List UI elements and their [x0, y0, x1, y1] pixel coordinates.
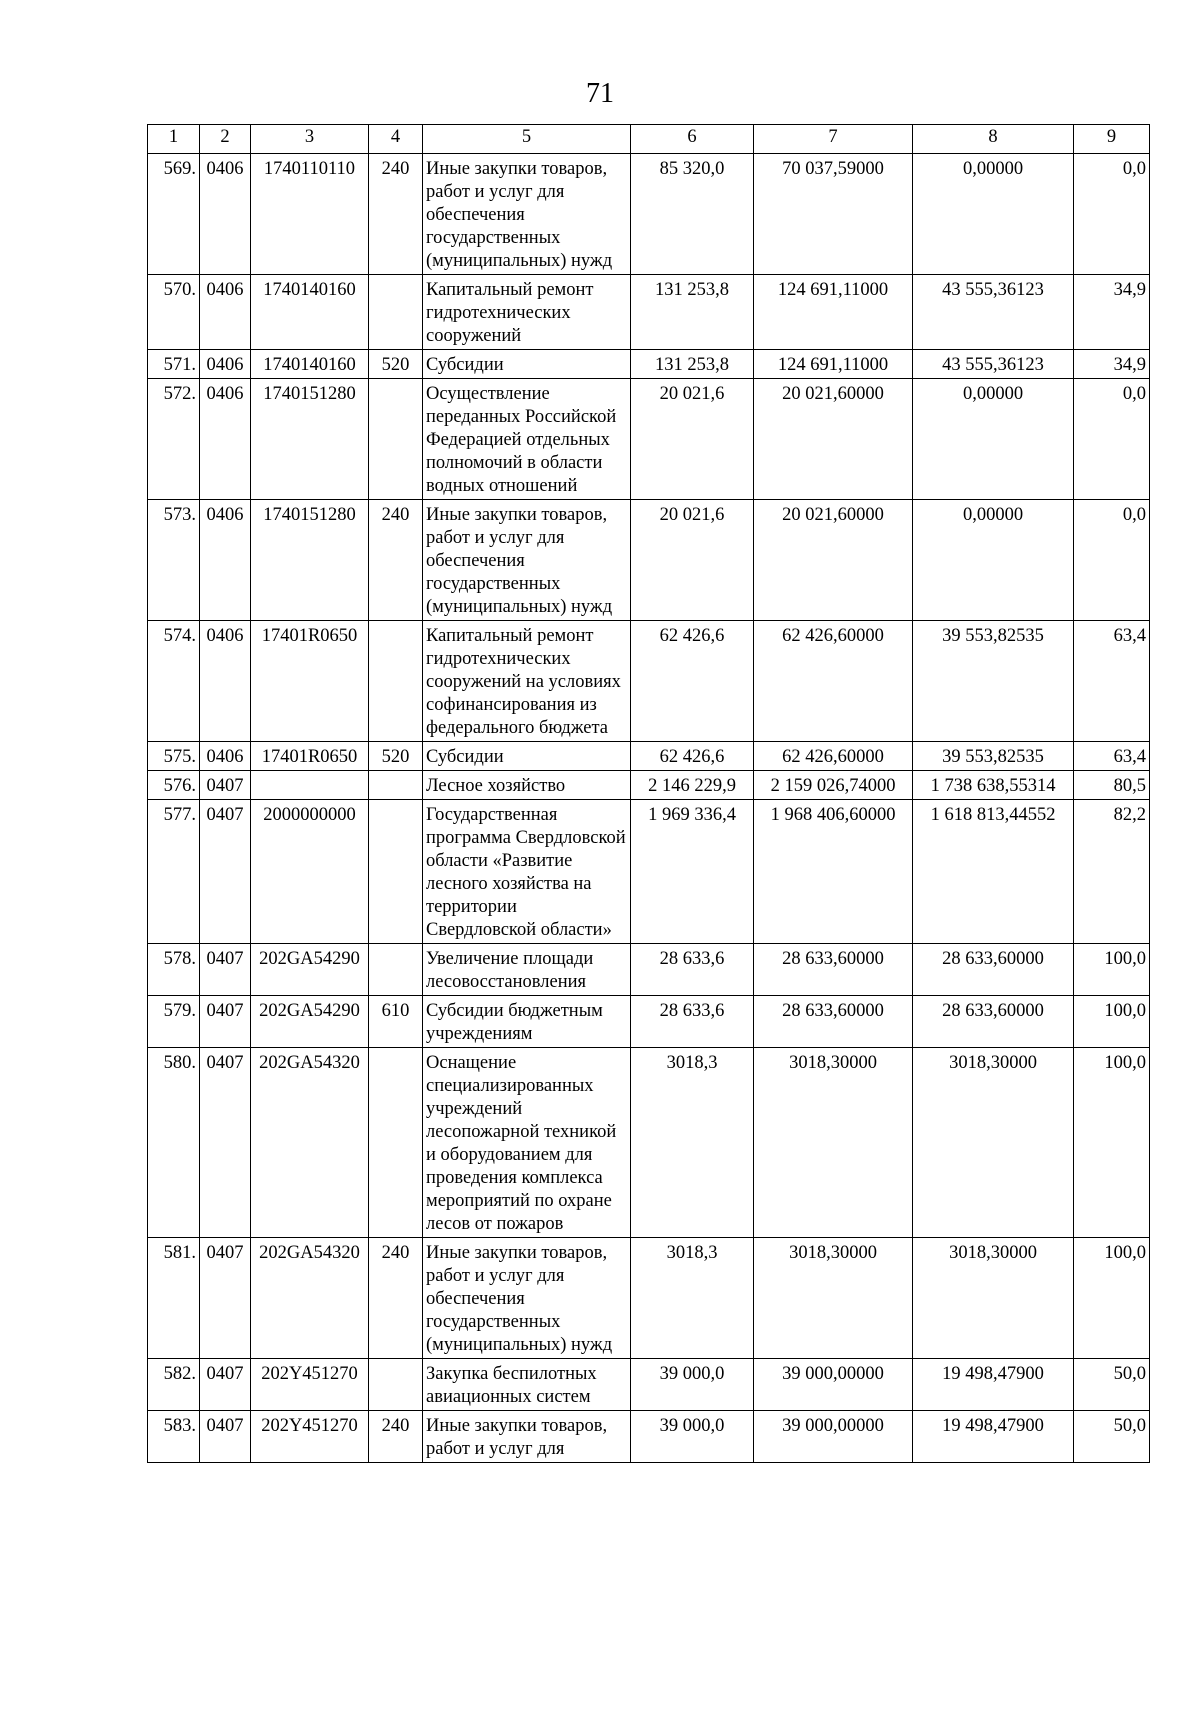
table-row [148, 944, 1150, 996]
target-article-code: 1740140160 [251, 350, 369, 379]
column-header: 5 [423, 125, 631, 154]
row-number: 579. [148, 996, 200, 1048]
amount-col-8: 43 555,36123 [913, 275, 1074, 350]
column-header: 1 [148, 125, 200, 154]
section-code: 0407 [200, 944, 251, 996]
section-code: 0407 [200, 800, 251, 944]
section-code: 0406 [200, 621, 251, 742]
expense-type-code: 240 [369, 1238, 423, 1359]
amount-col-7: 70 037,59000 [754, 154, 913, 275]
amount-col-6: 39 000,0 [631, 1411, 754, 1463]
target-article-code: 202GA54320 [251, 1238, 369, 1359]
amount-col-7: 39 000,00000 [754, 1359, 913, 1411]
amount-col-6: 28 633,6 [631, 944, 754, 996]
amount-col-6: 20 021,6 [631, 379, 754, 500]
amount-col-7: 3018,30000 [754, 1238, 913, 1359]
percent-col-9: 80,5 [1074, 771, 1150, 800]
percent-col-9: 0,0 [1074, 500, 1150, 621]
column-header: 2 [200, 125, 251, 154]
percent-col-9: 100,0 [1074, 944, 1150, 996]
amount-col-8: 43 555,36123 [913, 350, 1074, 379]
amount-col-8: 39 553,82535 [913, 742, 1074, 771]
amount-col-6: 85 320,0 [631, 154, 754, 275]
expense-type-code [369, 621, 423, 742]
percent-col-9: 50,0 [1074, 1411, 1150, 1463]
item-name: Государственная программа Свердловской области «Развитие лесного хозяйства на территории Свердловской области» [423, 800, 631, 944]
amount-col-7: 62 426,60000 [754, 742, 913, 771]
row-number: 576. [148, 771, 200, 800]
table-row [148, 1238, 1150, 1359]
expense-type-code [369, 944, 423, 996]
table-row [148, 500, 1150, 621]
expense-type-code: 240 [369, 154, 423, 275]
item-name: Субсидии бюджетным учреждениям [423, 996, 631, 1048]
item-name: Осуществление переданных Российской Федерацией отдельных полномочий в области водных отношений [423, 379, 631, 500]
amount-col-8: 1 618 813,44552 [913, 800, 1074, 944]
table-row [148, 621, 1150, 742]
amount-col-8: 39 553,82535 [913, 621, 1074, 742]
expense-type-code [369, 1359, 423, 1411]
expense-type-code [369, 379, 423, 500]
target-article-code: 1740140160 [251, 275, 369, 350]
section-code: 0407 [200, 1359, 251, 1411]
target-article-code: 1740151280 [251, 379, 369, 500]
row-number: 574. [148, 621, 200, 742]
table-row [148, 154, 1150, 275]
target-article-code: 202Y451270 [251, 1359, 369, 1411]
row-number: 571. [148, 350, 200, 379]
item-name: Закупка беспилотных авиационных систем [423, 1359, 631, 1411]
item-name: Иные закупки товаров, работ и услуг для [423, 1411, 631, 1463]
amount-col-6: 3018,3 [631, 1048, 754, 1238]
expense-type-code: 520 [369, 742, 423, 771]
percent-col-9: 63,4 [1074, 621, 1150, 742]
amount-col-7: 124 691,11000 [754, 275, 913, 350]
table-row [148, 771, 1150, 800]
item-name: Иные закупки товаров, работ и услуг для обеспечения государственных (муниципальных) нужд [423, 1238, 631, 1359]
amount-col-7: 1 968 406,60000 [754, 800, 913, 944]
row-number: 578. [148, 944, 200, 996]
expense-type-code [369, 275, 423, 350]
percent-col-9: 82,2 [1074, 800, 1150, 944]
target-article-code [251, 771, 369, 800]
expense-type-code: 610 [369, 996, 423, 1048]
page-number: 71 [586, 78, 614, 109]
row-number: 569. [148, 154, 200, 275]
row-number: 581. [148, 1238, 200, 1359]
amount-col-8: 3018,30000 [913, 1238, 1074, 1359]
item-name: Капитальный ремонт гидротехнических сооружений на условиях софинансирования из федерального бюджета [423, 621, 631, 742]
amount-col-7: 39 000,00000 [754, 1411, 913, 1463]
table-body [148, 154, 1150, 1463]
amount-col-8: 19 498,47900 [913, 1359, 1074, 1411]
expense-type-code: 240 [369, 1411, 423, 1463]
amount-col-6: 20 021,6 [631, 500, 754, 621]
row-number: 582. [148, 1359, 200, 1411]
column-header: 4 [369, 125, 423, 154]
percent-col-9: 100,0 [1074, 996, 1150, 1048]
section-code: 0407 [200, 1048, 251, 1238]
target-article-code: 17401R0650 [251, 742, 369, 771]
column-header: 9 [1074, 125, 1150, 154]
amount-col-7: 28 633,60000 [754, 996, 913, 1048]
percent-col-9: 34,9 [1074, 350, 1150, 379]
amount-col-8: 0,00000 [913, 379, 1074, 500]
section-code: 0406 [200, 742, 251, 771]
amount-col-7: 124 691,11000 [754, 350, 913, 379]
amount-col-8: 19 498,47900 [913, 1411, 1074, 1463]
amount-col-8: 3018,30000 [913, 1048, 1074, 1238]
table-row [148, 1048, 1150, 1238]
item-name: Субсидии [423, 742, 631, 771]
target-article-code: 202Y451270 [251, 1411, 369, 1463]
target-article-code: 17401R0650 [251, 621, 369, 742]
column-header: 3 [251, 125, 369, 154]
target-article-code: 2000000000 [251, 800, 369, 944]
percent-col-9: 63,4 [1074, 742, 1150, 771]
percent-col-9: 34,9 [1074, 275, 1150, 350]
table-row [148, 742, 1150, 771]
amount-col-8: 28 633,60000 [913, 944, 1074, 996]
percent-col-9: 0,0 [1074, 379, 1150, 500]
item-name: Иные закупки товаров, работ и услуг для обеспечения государственных (муниципальных) нужд [423, 500, 631, 621]
section-code: 0406 [200, 275, 251, 350]
section-code: 0406 [200, 379, 251, 500]
item-name: Лесное хозяйство [423, 771, 631, 800]
amount-col-7: 28 633,60000 [754, 944, 913, 996]
row-number: 573. [148, 500, 200, 621]
table-row [148, 1359, 1150, 1411]
table-row [148, 1411, 1150, 1463]
header-row [148, 125, 1150, 154]
target-article-code: 1740110110 [251, 154, 369, 275]
section-code: 0407 [200, 996, 251, 1048]
amount-col-7: 20 021,60000 [754, 379, 913, 500]
amount-col-6: 62 426,6 [631, 742, 754, 771]
amount-col-6: 39 000,0 [631, 1359, 754, 1411]
amount-col-6: 28 633,6 [631, 996, 754, 1048]
target-article-code: 202GA54320 [251, 1048, 369, 1238]
section-code: 0407 [200, 1238, 251, 1359]
row-number: 583. [148, 1411, 200, 1463]
item-name: Субсидии [423, 350, 631, 379]
percent-col-9: 50,0 [1074, 1359, 1150, 1411]
row-number: 580. [148, 1048, 200, 1238]
table-row [148, 275, 1150, 350]
target-article-code: 1740151280 [251, 500, 369, 621]
percent-col-9: 0,0 [1074, 154, 1150, 275]
item-name: Иные закупки товаров, работ и услуг для обеспечения государственных (муниципальных) нужд [423, 154, 631, 275]
item-name: Увеличение площади лесовосстановления [423, 944, 631, 996]
expense-type-code: 240 [369, 500, 423, 621]
amount-col-8: 28 633,60000 [913, 996, 1074, 1048]
amount-col-7: 62 426,60000 [754, 621, 913, 742]
column-header: 8 [913, 125, 1074, 154]
amount-col-7: 20 021,60000 [754, 500, 913, 621]
amount-col-8: 0,00000 [913, 500, 1074, 621]
section-code: 0407 [200, 771, 251, 800]
amount-col-7: 3018,30000 [754, 1048, 913, 1238]
column-header: 7 [754, 125, 913, 154]
amount-col-7: 2 159 026,74000 [754, 771, 913, 800]
expense-type-code [369, 771, 423, 800]
amount-col-8: 1 738 638,55314 [913, 771, 1074, 800]
target-article-code: 202GA54290 [251, 944, 369, 996]
item-name: Капитальный ремонт гидротехнических сооружений [423, 275, 631, 350]
section-code: 0406 [200, 500, 251, 621]
section-code: 0407 [200, 1411, 251, 1463]
budget-table [147, 124, 1150, 1463]
amount-col-6: 131 253,8 [631, 350, 754, 379]
expense-type-code [369, 1048, 423, 1238]
table-row [148, 379, 1150, 500]
table-row [148, 800, 1150, 944]
percent-col-9: 100,0 [1074, 1238, 1150, 1359]
row-number: 570. [148, 275, 200, 350]
amount-col-6: 62 426,6 [631, 621, 754, 742]
row-number: 575. [148, 742, 200, 771]
amount-col-6: 2 146 229,9 [631, 771, 754, 800]
expense-type-code: 520 [369, 350, 423, 379]
expense-type-code [369, 800, 423, 944]
row-number: 572. [148, 379, 200, 500]
target-article-code: 202GA54290 [251, 996, 369, 1048]
percent-col-9: 100,0 [1074, 1048, 1150, 1238]
section-code: 0406 [200, 350, 251, 379]
row-number: 577. [148, 800, 200, 944]
table-row [148, 350, 1150, 379]
section-code: 0406 [200, 154, 251, 275]
amount-col-6: 1 969 336,4 [631, 800, 754, 944]
table-row [148, 996, 1150, 1048]
amount-col-6: 3018,3 [631, 1238, 754, 1359]
amount-col-6: 131 253,8 [631, 275, 754, 350]
amount-col-8: 0,00000 [913, 154, 1074, 275]
column-header: 6 [631, 125, 754, 154]
item-name: Оснащение специализированных учреждений лесопожарной техникой и оборудованием для проведения комплекса мероприятий по охране лесов от пожаров [423, 1048, 631, 1238]
